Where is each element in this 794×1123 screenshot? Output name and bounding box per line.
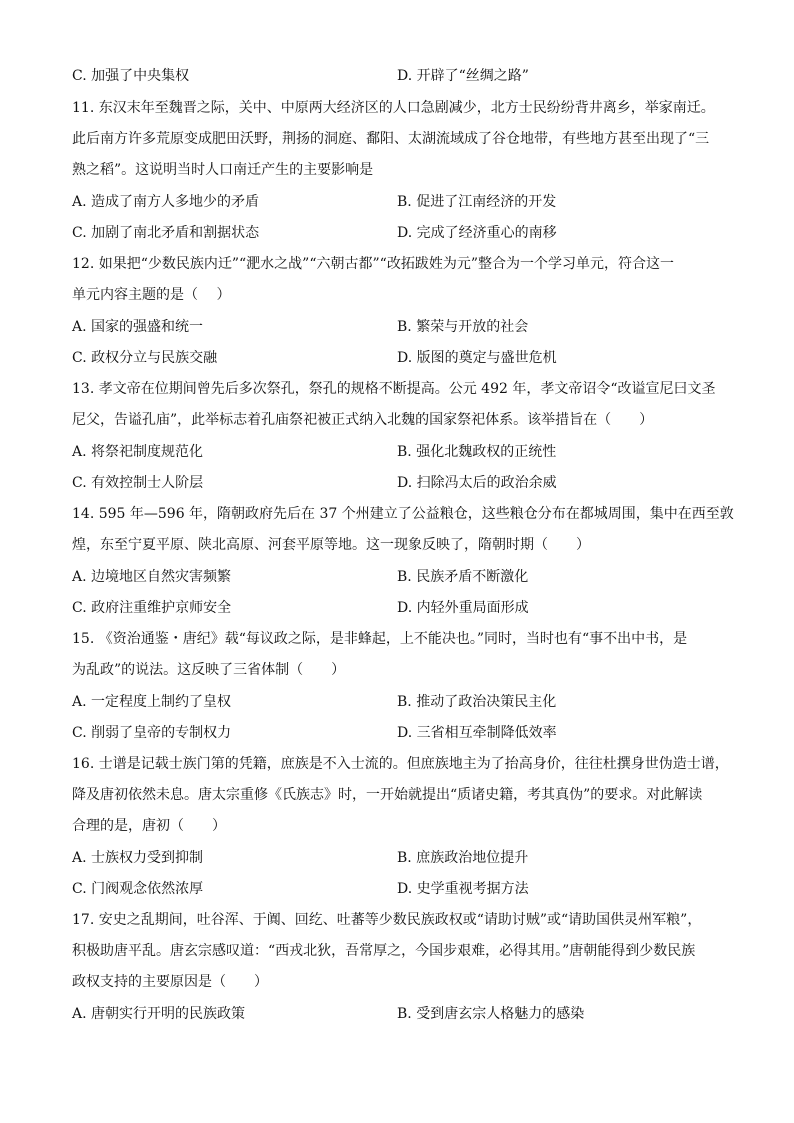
q16-option-d[interactable]: D. 史学重视考据方法: [397, 881, 529, 897]
q12-stem-line-1: 12. 如果把“少数民族内迁”“淝水之战”“六朝古都”“改拓跋姓为元”整合为一个学习单元，符合这一: [72, 256, 674, 272]
q11-option-a[interactable]: A. 造成了南方人多地少的矛盾: [72, 194, 260, 210]
q11-stem-line-3: 熟之稻”。这说明当时人口南迁产生的主要影响是: [72, 162, 374, 178]
q11-option-b[interactable]: B. 促进了江南经济的开发: [397, 194, 557, 210]
q16-option-a[interactable]: A. 士族权力受到抑制: [72, 850, 204, 866]
q13-option-b[interactable]: B. 强化北魏政权的正统性: [397, 444, 557, 460]
q13-stem-line-2: 尼父，告谥孔庙”，此举标志着孔庙祭祀被正式纳入北魏的国家祭祀体系。该举措旨在（ ）: [72, 412, 654, 428]
q12-option-a[interactable]: A. 国家的强盛和统一: [72, 319, 204, 335]
q17-stem-line-3: 政权支持的主要原因是（ ）: [72, 974, 268, 990]
q15-option-d[interactable]: D. 三省相互牵制降低效率: [397, 725, 557, 741]
q13-option-a[interactable]: A. 将祭祀制度规范化: [72, 444, 204, 460]
q15-stem-line-1: 15. 《资治通鉴・唐纪》载“每议政之际，是非蜂起，上不能决也。”同时，当时也有“事不出中书，是: [72, 631, 688, 647]
q12-option-b[interactable]: B. 繁荣与开放的社会: [397, 319, 529, 335]
q13-option-c[interactable]: C. 有效控制士人阶层: [72, 475, 204, 491]
q10-option-c[interactable]: C. 加强了中央集权: [72, 68, 190, 84]
q15-option-b[interactable]: B. 推动了政治决策民主化: [397, 694, 557, 710]
q16-option-c[interactable]: C. 门阀观念依然浓厚: [72, 881, 204, 897]
q12-option-c[interactable]: C. 政权分立与民族交融: [72, 350, 218, 366]
q16-stem-line-2: 降及唐初依然未息。唐太宗重修《氏族志》时，一开始就提出“质诸史籍，考其真伪”的要求。对此解读: [72, 787, 703, 803]
q11-stem-line-1: 11. 东汉末年至魏晋之际，关中、中原两大经济区的人口急剧减少，北方士民纷纷背井离乡，举家南迁。: [72, 100, 715, 116]
q11-stem-line-2: 此后南方许多荒原变成肥田沃野，荆扬的洞庭、鄱阳、太湖流域成了谷仓地带，有些地方甚至出现了“三: [72, 131, 710, 147]
q17-option-b[interactable]: B. 受到唐玄宗人格魅力的感染: [397, 1006, 585, 1022]
q15-stem-line-2: 为乱政”的说法。这反映了三省体制（ ）: [72, 662, 346, 678]
q12-option-d[interactable]: D. 版图的奠定与盛世危机: [397, 350, 557, 366]
q15-option-a[interactable]: A. 一定程度上制约了皇权: [72, 694, 232, 710]
q14-stem-line-2: 煌，东至宁夏平原、陕北高原、河套平原等地。这一现象反映了，隋朝时期（ ）: [72, 537, 590, 553]
q14-stem-line-1: 14. 595 年—596 年，隋朝政府先后在 37 个州建立了公益粮仓，这些粮仓分布在都城周围，集中在西至敦: [72, 506, 734, 522]
q17-stem-line-2: 积极助唐平乱。唐玄宗感叹道：“西戎北狄，吾常厚之，今国步艰难，必得其用。”唐朝能得到少数民族: [72, 943, 696, 959]
q15-option-c[interactable]: C. 削弱了皇帝的专制权力: [72, 725, 232, 741]
q13-stem-line-1: 13. 孝文帝在位期间曾先后多次祭孔，祭孔的规格不断提高。公元 492 年，孝文帝诏令“改谥宣尼曰文圣: [72, 381, 716, 397]
q17-option-a[interactable]: A. 唐朝实行开明的民族政策: [72, 1006, 246, 1022]
q16-stem-line-1: 16. 士谱是记载士族门第的凭籍，庶族是不入士流的。但庶族地主为了抬高身价，往往杜撰身世伪造士谱，: [72, 756, 729, 772]
q14-option-c[interactable]: C. 政府注重维护京师安全: [72, 600, 232, 616]
q16-stem-line-3: 合理的是，唐初（ ）: [72, 818, 226, 834]
q17-stem-line-1: 17. 安史之乱期间，吐谷浑、于阗、回纥、吐蕃等少数民族政权或“请助讨贼”或“请助国供灵州军粮”，: [72, 912, 702, 928]
q14-option-a[interactable]: A. 边境地区自然灾害频繁: [72, 569, 232, 585]
q13-option-d[interactable]: D. 扫除冯太后的政治余威: [397, 475, 557, 491]
q12-stem-line-2: 单元内容主题的是（ ）: [72, 287, 231, 303]
q11-option-c[interactable]: C. 加剧了南北矛盾和割据状态: [72, 225, 260, 241]
q11-option-d[interactable]: D. 完成了经济重心的南移: [397, 225, 557, 241]
q16-option-b[interactable]: B. 庶族政治地位提升: [397, 850, 529, 866]
q14-option-d[interactable]: D. 内轻外重局面形成: [397, 600, 529, 616]
q14-option-b[interactable]: B. 民族矛盾不断激化: [397, 569, 529, 585]
q10-option-d[interactable]: D. 开辟了“丝绸之路”: [397, 68, 529, 84]
